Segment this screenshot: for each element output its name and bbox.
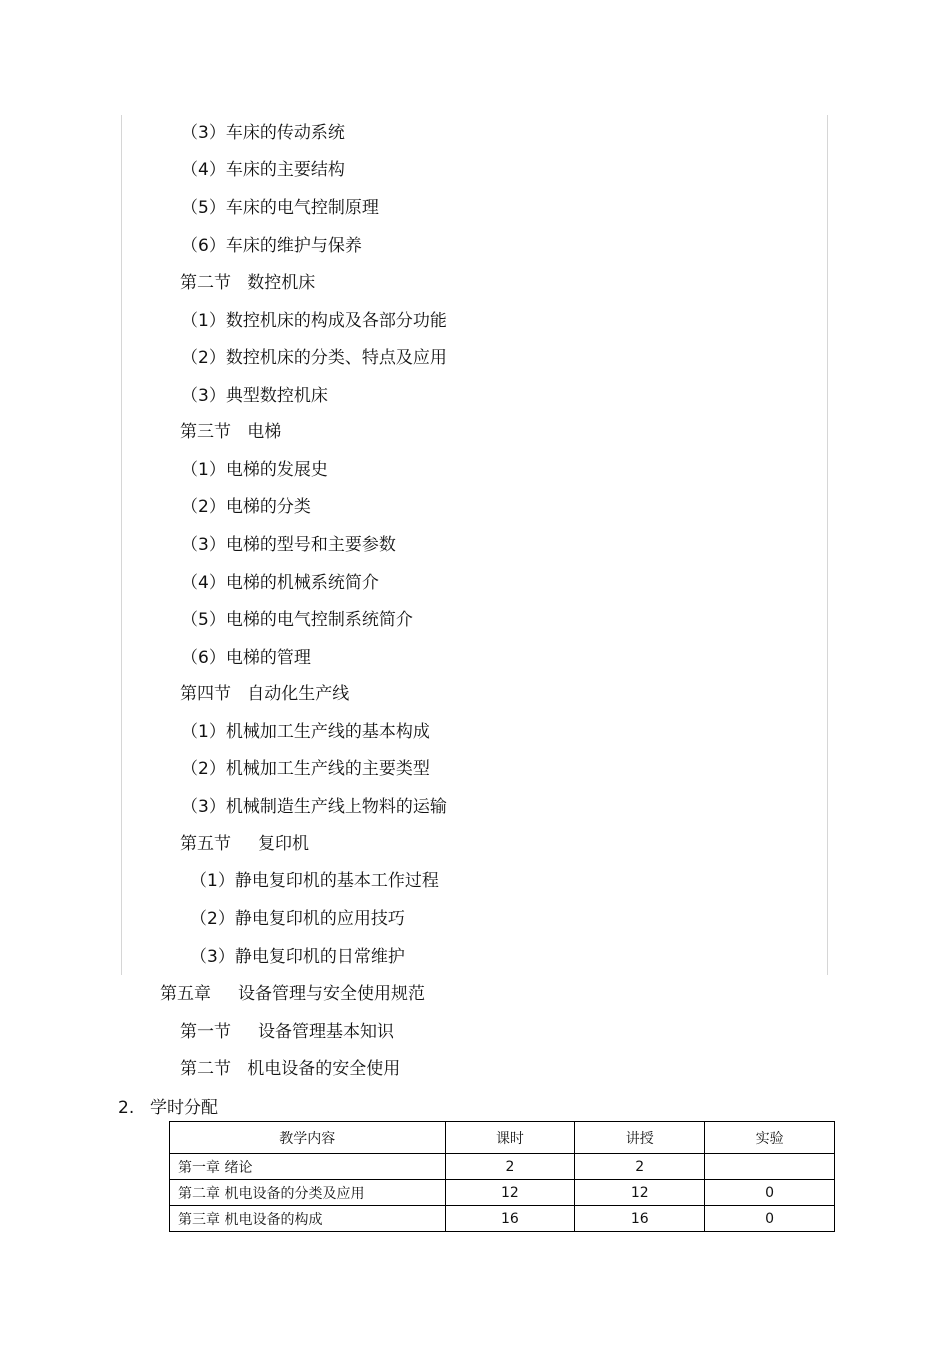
table-cell: 第三章 机电设备的构成	[170, 1206, 446, 1232]
table-row	[170, 1154, 835, 1180]
table-cell: 12	[445, 1180, 575, 1206]
right-frame-line	[827, 115, 828, 975]
section-heading: 第一节 设备管理基本知识	[180, 1022, 395, 1042]
outline-item: （4）车床的主要结构	[181, 160, 345, 180]
outline-item: （6）电梯的管理	[181, 648, 311, 668]
header-lecture: 讲授	[575, 1122, 705, 1154]
outline-item: （2）静电复印机的应用技巧	[190, 909, 405, 929]
left-frame-line	[121, 115, 122, 975]
outline-item: （3）典型数控机床	[181, 386, 328, 406]
section-heading: 第二节 机电设备的安全使用	[180, 1059, 401, 1079]
outline-item: （3）静电复印机的日常维护	[190, 947, 405, 967]
hours-allocation-table	[169, 1121, 835, 1232]
table-cell: 16	[575, 1206, 705, 1232]
header-content: 教学内容	[170, 1122, 446, 1154]
table-header-row	[170, 1122, 835, 1154]
table-row	[170, 1206, 835, 1232]
section-heading: 第四节 自动化生产线	[180, 684, 350, 704]
table-cell: 16	[445, 1206, 575, 1232]
table-cell: 0	[705, 1206, 835, 1232]
outline-item: （4）电梯的机械系统简介	[181, 573, 379, 593]
outline-item: （3）机械制造生产线上物料的运输	[181, 797, 447, 817]
outline-item: （5）车床的电气控制原理	[181, 198, 379, 218]
outline-item: （2）机械加工生产线的主要类型	[181, 759, 430, 779]
header-hours: 课时	[445, 1122, 575, 1154]
outline-item: （2）数控机床的分类、特点及应用	[181, 348, 447, 368]
outline-item: （1）机械加工生产线的基本构成	[181, 722, 430, 742]
table-cell: 0	[705, 1180, 835, 1206]
section-heading: 第三节 电梯	[180, 422, 282, 442]
table-cell: 第一章 绪论	[170, 1154, 446, 1180]
outline-item: （3）车床的传动系统	[181, 123, 345, 143]
section-heading: 第二节 数控机床	[180, 273, 316, 293]
outline-item: （1）电梯的发展史	[181, 460, 328, 480]
section-heading: 第五节 复印机	[180, 834, 310, 854]
section-number: 2.	[118, 1098, 135, 1118]
outline-item: （5）电梯的电气控制系统简介	[181, 610, 413, 630]
outline-item: （1）静电复印机的基本工作过程	[190, 871, 439, 891]
table-row	[170, 1180, 835, 1206]
outline-item: （3）电梯的型号和主要参数	[181, 535, 396, 555]
table-cell: 2	[575, 1154, 705, 1180]
outline-item: （1）数控机床的构成及各部分功能	[181, 311, 447, 331]
outline-item: （6）车床的维护与保养	[181, 236, 362, 256]
chapter-heading: 第五章 设备管理与安全使用规范	[160, 984, 426, 1004]
section-title: 学时分配	[150, 1098, 218, 1118]
table-cell: 2	[445, 1154, 575, 1180]
table-cell: 第二章 机电设备的分类及应用	[170, 1180, 446, 1206]
outline-item: （2）电梯的分类	[181, 497, 311, 517]
table-cell: 12	[575, 1180, 705, 1206]
table-cell	[705, 1154, 835, 1180]
header-lab: 实验	[705, 1122, 835, 1154]
